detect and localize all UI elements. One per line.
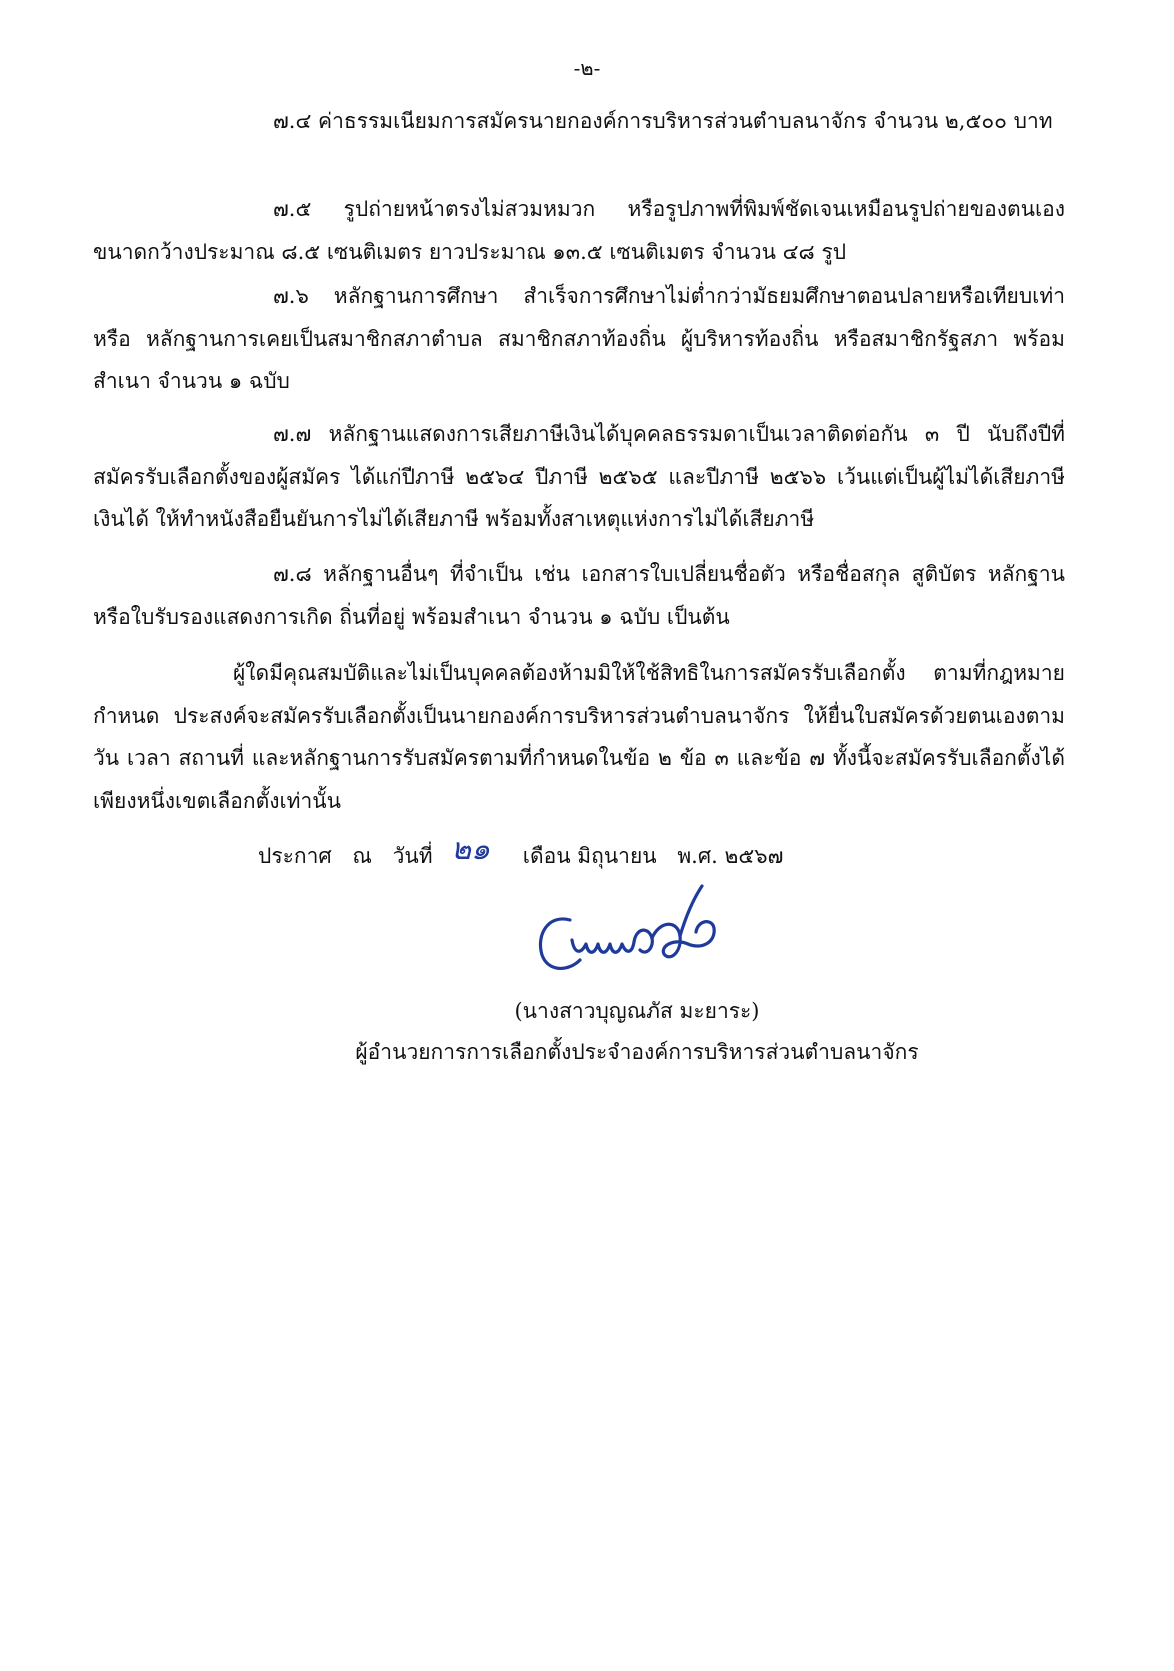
proclamation-year: พ.ศ. ๒๕๖๗ <box>677 844 784 868</box>
signer-name: (นางสาวบุญณภัส มะยาระ) <box>514 999 760 1023</box>
paragraph-7-7-text: ๗.๗ หลักฐานแสดงการเสียภาษีเงินได้บุคคลธรรมดาเป็นเวลาติดต่อกัน ๓ ปี นับถึงปีที่สมัครรับเลือกตั้งของผู้สมัคร ได้แก่ปีภาษี ๒๕๖๔ ปีภาษี ๒๕๖๕ และปีภาษี ๒๕๖๖ เว้นแต่เป็นผู้ไม่ได้เสียภาษีเงินได้ ให้ทำหนังสือยืนยันการไม่ได้เสียภาษี พร้อมทั้งสาเหตุแห่งการไม่ได้เสียภาษี <box>93 422 1065 531</box>
closing-paragraph-text: ผู้ใดมีคุณสมบัติและไม่เป็นบุคคลต้องห้ามมิให้ใช้สิทธิในการสมัครรับเลือกตั้ง ตามที่กฎหมายกำหนด ประสงค์จะสมัครรับเลือกตั้งเป็นนายกองค์การบริหารส่วนตำบลนาจักร ให้ยื่นใบสมัครด้วยตนเองตามวัน เวลา สถานที่ และหลักฐานการรับสมัครตามที่กำหนดในข้อ ๒ ข้อ ๓ และข้อ ๗ ทั้งนี้จะสมัครรับเลือกตั้งได้เพียงหนึ่งเขตเลือกตั้งเท่านั้น <box>93 661 1065 813</box>
paragraph-7-8-text: ๗.๘ หลักฐานอื่นๆ ที่จำเป็น เช่น เอกสารใบเปลี่ยนชื่อตัว หรือชื่อสกุล สูติบัตร หลักฐาน หรือใบรับรองแสดงการเกิด ถิ่นที่อยู่ พร้อมสำเนา จำนวน ๑ ฉบับ เป็นต้น <box>93 562 1065 629</box>
paragraph-7-5-text: ๗.๕ รูปถ่ายหน้าตรงไม่สวมหมวก หรือรูปภาพที่พิมพ์ชัดเจนเหมือนรูปถ่ายของตนเองขนาดกว้างประมาณ ๘.๕ เซนติเมตร ยาวประมาณ ๑๓.๕ เซนติเมตร จำนวน ๔๘ รูป <box>93 197 1065 264</box>
paragraph-7-7 <box>93 413 1065 541</box>
page-number: -๒- <box>573 56 601 80</box>
signature-image <box>530 880 730 985</box>
proclamation-date-line <box>258 830 783 877</box>
paragraph-7-5 <box>93 188 1065 273</box>
proclamation-at: ณ <box>352 844 372 868</box>
paragraph-7-4-text: ๗.๔ ค่าธรรมเนียมการสมัครนายกองค์การบริหารส่วนตำบลนาจักร จำนวน ๒,๕๐๐ บาท <box>273 109 1053 133</box>
signer-title: ผู้อำนวยการการเลือกตั้งประจำองค์การบริหารส่วนตำบลนาจักร <box>355 1040 919 1064</box>
proclamation-day-handwritten: ๒๑ <box>451 832 491 867</box>
proclamation-prefix: ประกาศ <box>258 844 332 868</box>
paragraph-7-8 <box>93 553 1065 638</box>
proclamation-month: เดือน มิถุนายน <box>522 844 657 868</box>
paragraph-7-6-text: ๗.๖ หลักฐานการศึกษา สำเร็จการศึกษาไม่ต่ำกว่ามัธยมศึกษาตอนปลายหรือเทียบเท่า หรือ หลักฐานการเคยเป็นสมาชิกสภาตำบล สมาชิกสภาท้องถิ่น ผู้บริหารท้องถิ่น หรือสมาชิกรัฐสภา พร้อมสำเนา จำนวน ๑ ฉบับ <box>93 284 1065 393</box>
paragraph-7-4 <box>93 100 1065 143</box>
proclamation-date-label: วันที่ <box>392 844 433 868</box>
closing-paragraph <box>93 652 1065 822</box>
paragraph-7-6 <box>93 275 1065 403</box>
